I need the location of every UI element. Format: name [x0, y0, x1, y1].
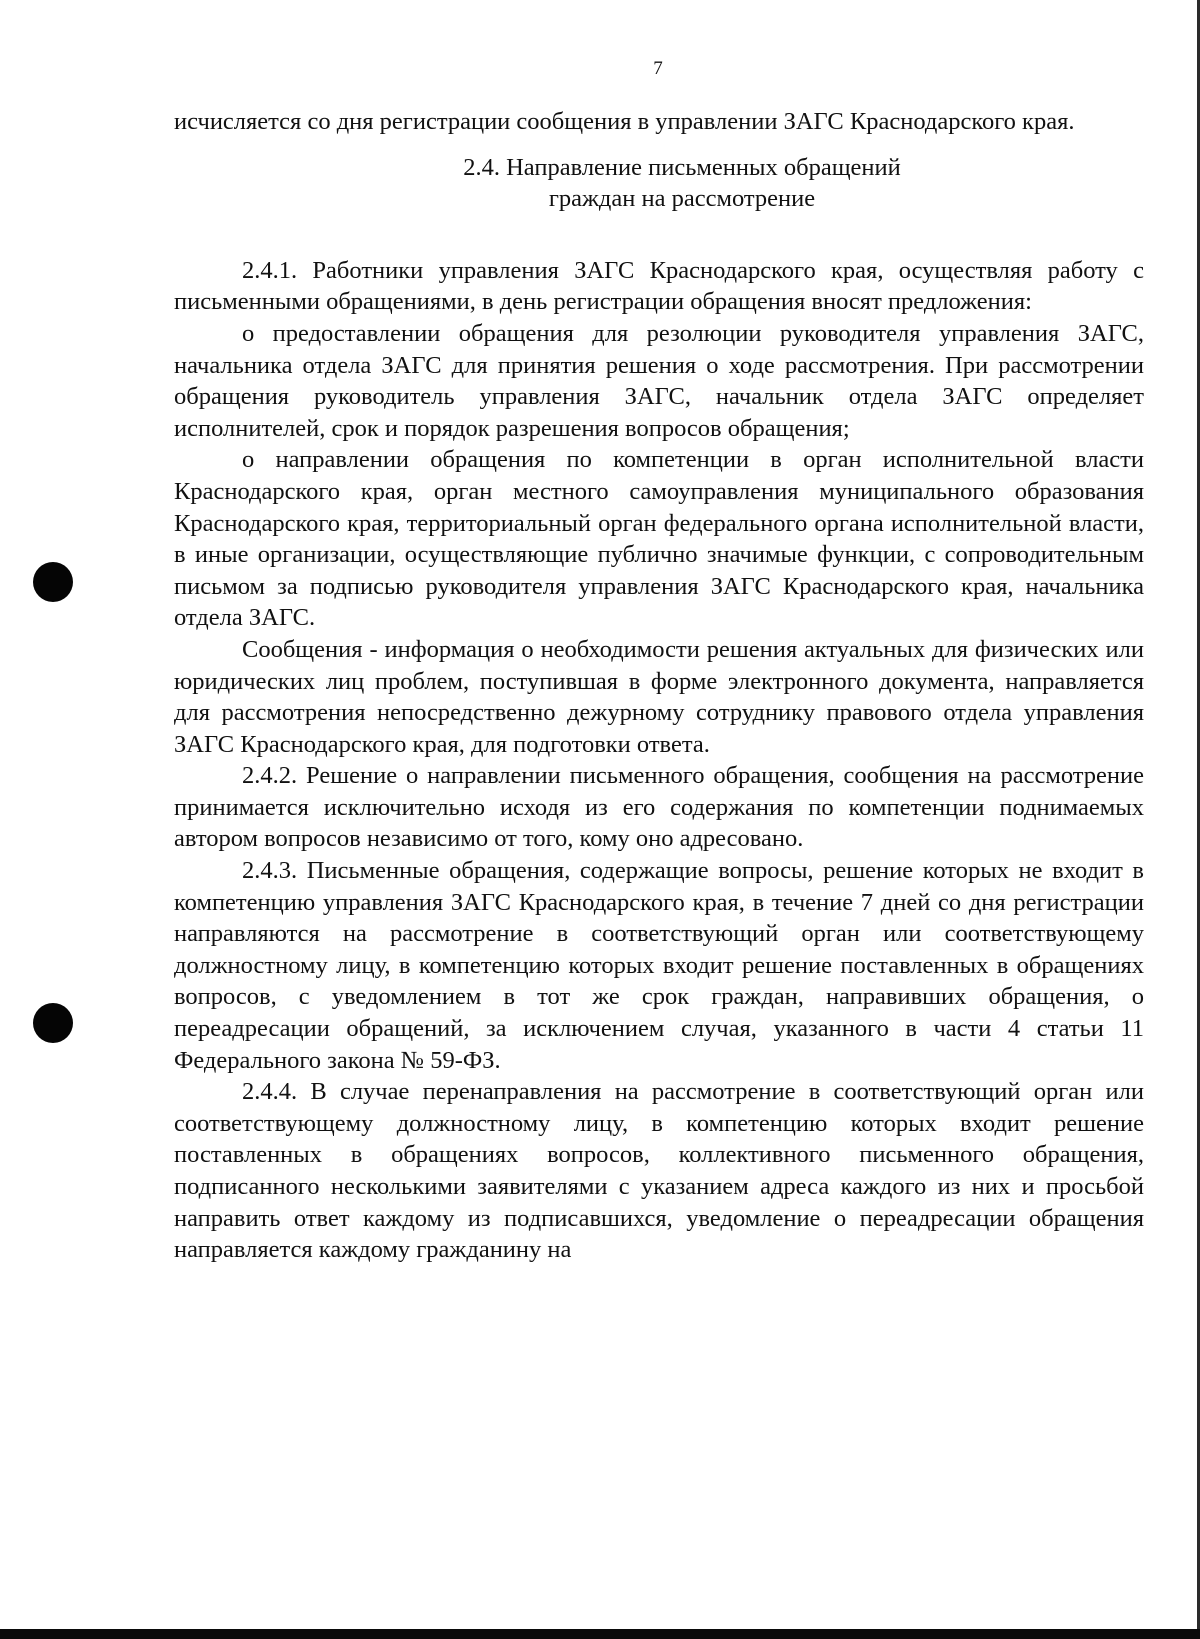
lead-paragraph: исчисляется со дня регистрации сообщения в управлении ЗАГС Краснодарского края. [174, 108, 1075, 135]
paragraph-submission-proposal: о предоставлении обращения для резолюции руководителя управления ЗАГС, начальника отдела ЗАГС для принятия решения о ходе рассмотрения. При рассмотрении обращения руководитель управления ЗАГС, начальник отдела ЗАГС определяет исполнителей, срок и порядок разрешения вопросов обращения; [174, 319, 1144, 442]
paragraph-2-4-3: 2.4.3. Письменные обращения, содержащие вопросы, решение которых не входит в компетенцию управления ЗАГС Краснодарского края, в течение 7 дней со дня регистрации направляются на рассмотрение в соответствующий орган или соответствующему должностному лицу, в компетенцию которых входит решение поставленных в обращениях вопросов, с уведомлением в тот же срок граждан, направивших обращения, о переадресации обращений, за исключением случая, указанного в части 4 статьи 11 Федерального закона № 59-ФЗ. [174, 857, 1144, 1074]
binder-hole-mark [33, 1003, 73, 1043]
paragraph-redirection-proposal: о направлении обращения по компетенции в орган исполнительной власти Краснодарского края, орган местного самоуправления муниципального образования Краснодарского края, территориальный орган федерального органа исполнительной власти, в иные организации, осуществляющие публично значимые функции, с сопроводительным письмом за подписью руководителя управления ЗАГС Краснодарского края, начальника отдела ЗАГС. [174, 446, 1144, 632]
paragraph-messages: Сообщения - информация о необходимости решения актуальных для физических или юридических лиц проблем, поступившая в форме электронного документа, направляется для рассмотрения непосредственно дежурному сотруднику правового отдела управления ЗАГС Краснодарского края, для подготовки ответа. [174, 635, 1144, 758]
binder-hole-mark [33, 562, 73, 602]
scan-edge-shadow [0, 1629, 1200, 1639]
document-body [174, 106, 1144, 1266]
section-heading-line: 2.4. Направление письменных обращений [463, 153, 901, 181]
section-heading [174, 152, 1144, 215]
paragraph-2-4-2: 2.4.2. Решение о направлении письменного обращения, сообщения на рассмотрение принимается исключительно исходя из его содержания по компетенции поднимаемых автором вопросов независимо от того, кому оно адресовано. [174, 762, 1144, 853]
page-number: 7 [653, 58, 663, 79]
section-heading-line: граждан на рассмотрение [548, 185, 816, 213]
paragraph-2-4-1: 2.4.1. Работники управления ЗАГС Краснодарского края, осуществляя работу с письменными обращениями, в день регистрации обращения вносят предложения: [174, 256, 1144, 316]
paragraph-2-4-4: 2.4.4. В случае перенаправления на рассмотрение в соответствующий орган или соответствующему должностному лицу, в компетенцию которых входит решение поставленных в обращениях вопросов, коллективного письменного обращения, подписанного несколькими заявителями с указанием адреса каждого из них и просьбой направить ответ каждому из подписавшихся, уведомление о переадресации обращения направляется каждому гражданину на [174, 1078, 1144, 1264]
